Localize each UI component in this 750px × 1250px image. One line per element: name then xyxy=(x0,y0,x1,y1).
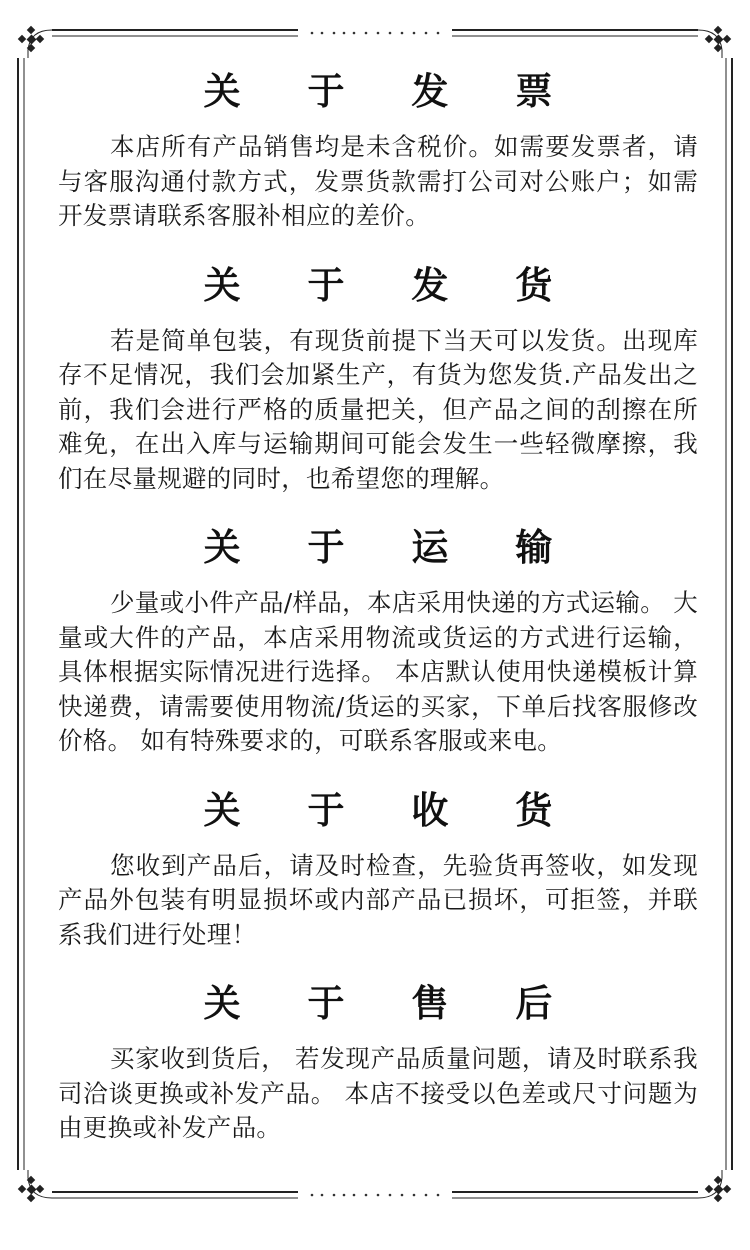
corner-ornament-bottom-right xyxy=(705,1176,731,1202)
section-after-sales xyxy=(58,978,698,1146)
section-title: 关 于 售 后 xyxy=(203,982,580,1025)
section-title: 关 于 发 货 xyxy=(203,263,580,307)
corner-ornament-top-left xyxy=(18,26,44,52)
corner-ornament-top-right xyxy=(705,26,731,52)
corner-ornament-bottom-left xyxy=(18,1176,44,1202)
section-title: 关 于 发 票 xyxy=(203,70,580,113)
policy-content xyxy=(58,66,698,1172)
section-invoice xyxy=(58,66,698,234)
section-body: 买家收到货后， 若发现产品质量问题，请及时联系我司洽谈更换或补发产品。 本店不接受以色差或尺寸问题为由更换或补发产品。 xyxy=(58,1044,698,1142)
section-title: 关 于 运 输 xyxy=(203,526,580,569)
section-body: 您收到产品后，请及时检查，先验货再签收，如发现产品外包装有明显损坏或内部产品已损坏，可拒签，并联系我们进行处理！ xyxy=(58,850,698,949)
section-transport xyxy=(58,522,698,759)
top-center-dots xyxy=(311,32,440,35)
section-title: 关 于 收 货 xyxy=(203,788,580,832)
section-shipping xyxy=(58,260,698,497)
section-body: 少量或小件产品/样品，本店采用快递的方式运输。 大量或大件的产品，本店采用物流或货运的方式进行运输，具体根据实际情况进行选择。 本店默认使用快递模板计算快递费，请需要使用物流/货运的买家，下单后找客服修改价格。 如有特殊要求的，可联系客服或来电。 xyxy=(58,588,698,755)
bottom-center-dots xyxy=(311,1194,440,1197)
section-body: 本店所有产品销售均是未含税价。如需要发票者，请与客服沟通付款方式，发票货款需打公司对公账户；如需开发票请联系客服补相应的差价。 xyxy=(58,132,698,230)
section-body: 若是简单包装，有现货前提下当天可以发货。出现库存不足情况，我们会加紧生产，有货为您发货.产品发出之前，我们会进行严格的质量把关，但产品之间的刮擦在所难免，在出入库与运输期间可能会发生一些轻微摩擦，我们在尽量规避的同时，也希望您的理解。 xyxy=(58,325,698,493)
section-receiving xyxy=(58,785,698,953)
